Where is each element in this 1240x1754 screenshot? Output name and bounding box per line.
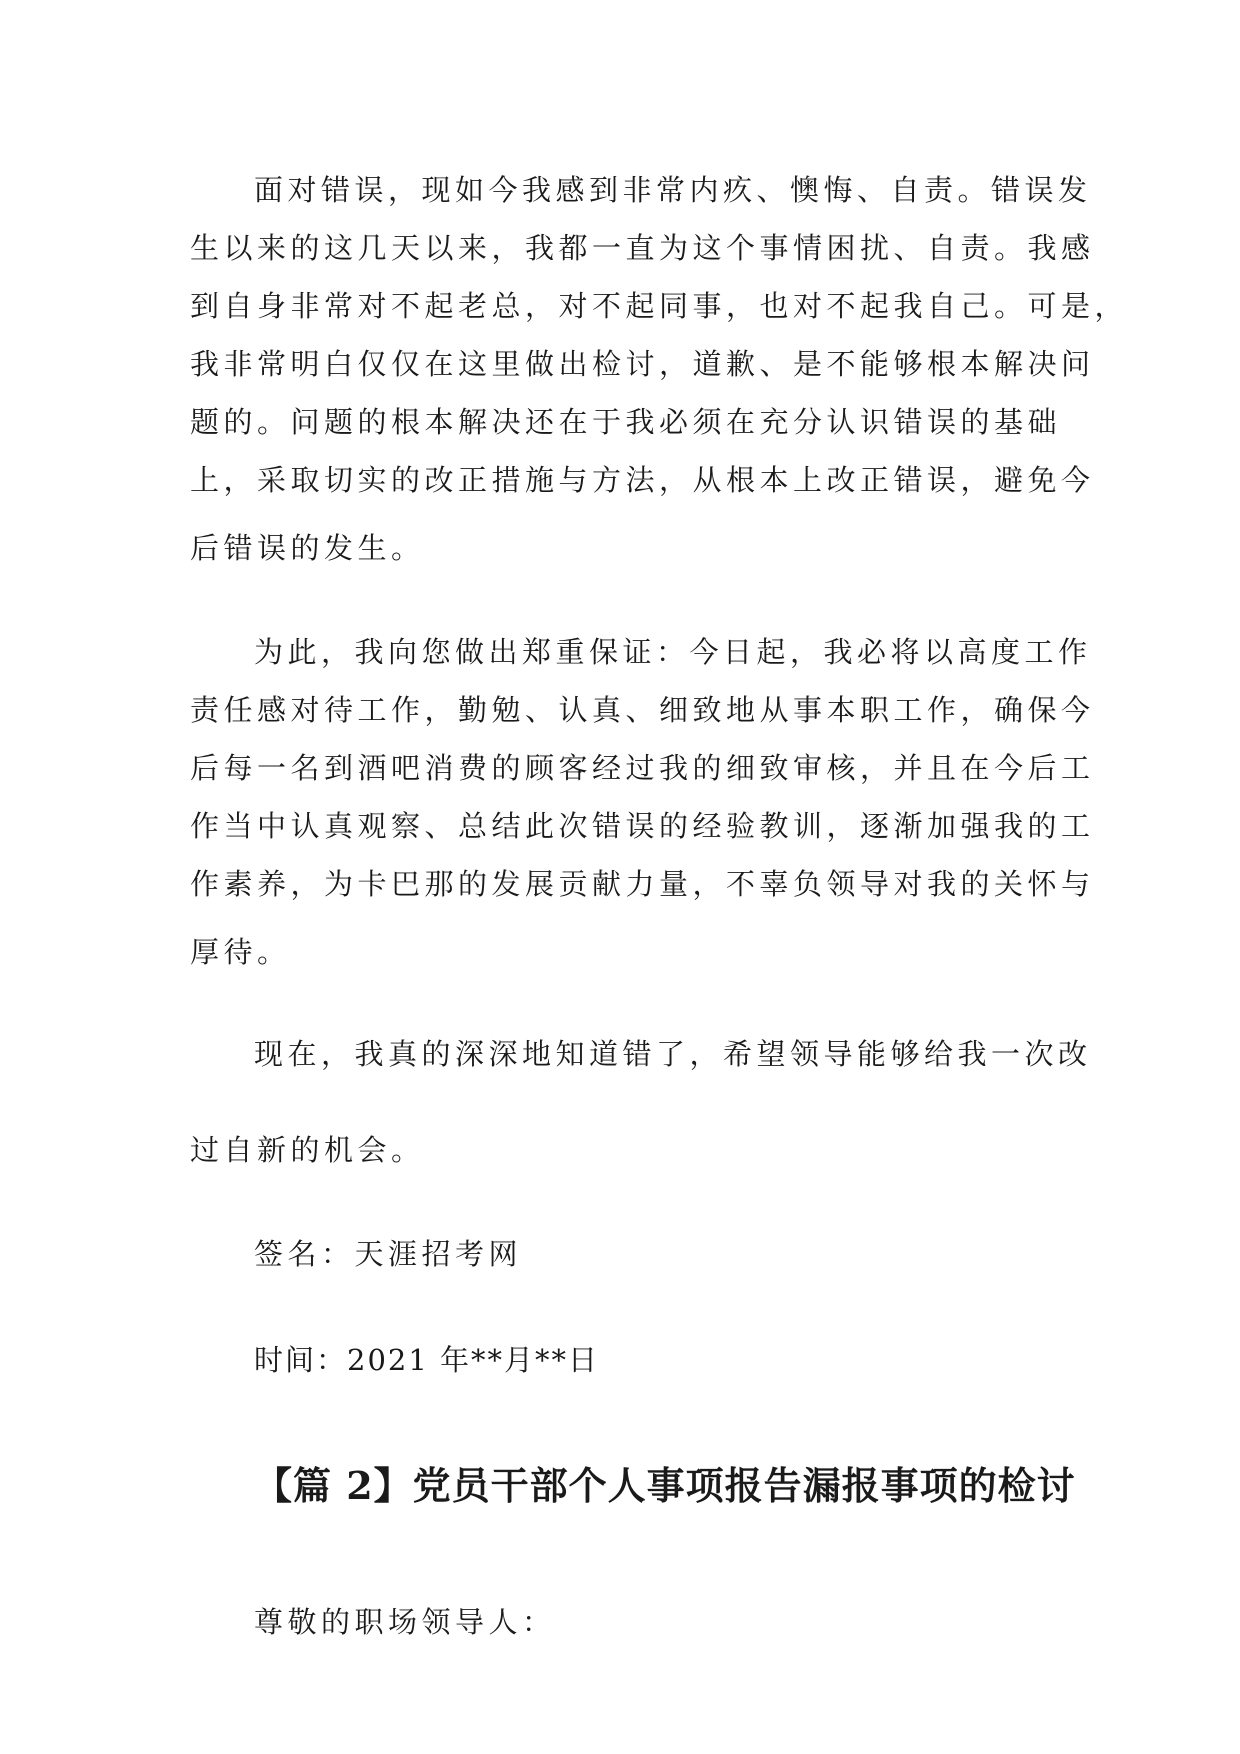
section-heading: 【篇 2】党员干部个人事项报告漏报事项的检讨 <box>254 1463 1076 1508</box>
text-line: 生以来的这几天以来，我都一直为这个事情困扰、自责。我感 <box>190 231 1095 265</box>
text-line: 后错误的发生。 <box>190 531 425 565</box>
text-line: 过自新的机会。 <box>190 1133 425 1167</box>
text-line: 到自身非常对不起老总，对不起同事，也对不起我自己。可是， <box>190 289 1129 323</box>
text-line: 责任感对待工作，勤勉、认真、细致地从事本职工作，确保今 <box>190 693 1095 727</box>
date-text: 时间：2021 年**月**日 <box>254 1343 600 1377</box>
text-line: 为此，我向您做出郑重保证：今日起，我必将以高度工作 <box>254 635 1092 669</box>
text-line: 厚待。 <box>190 935 291 969</box>
text-line: 上，采取切实的改正措施与方法，从根本上改正错误，避免今 <box>190 463 1095 497</box>
text-line: 后每一名到酒吧消费的顾客经过我的细致审核，并且在今后工 <box>190 751 1095 785</box>
text-line: 作素养，为卡巴那的发展贡献力量，不辜负领导对我的关怀与 <box>190 867 1095 901</box>
text-line: 面对错误，现如今我感到非常内疚、懊悔、自责。错误发 <box>254 173 1092 207</box>
text-line: 作当中认真观察、总结此次错误的经验教训，逐渐加强我的工 <box>190 809 1095 843</box>
text-line: 现在，我真的深深地知道错了，希望领导能够给我一次改 <box>254 1037 1092 1071</box>
text-line: 题的。问题的根本解决还在于我必须在充分认识错误的基础 <box>190 405 1062 439</box>
salutation-text: 尊敬的职场领导人： <box>254 1605 556 1639</box>
signature-text: 签名：天涯招考网 <box>254 1237 523 1271</box>
text-line: 我非常明白仅仅在这里做出检讨，道歉、是不能够根本解决问 <box>190 347 1095 381</box>
